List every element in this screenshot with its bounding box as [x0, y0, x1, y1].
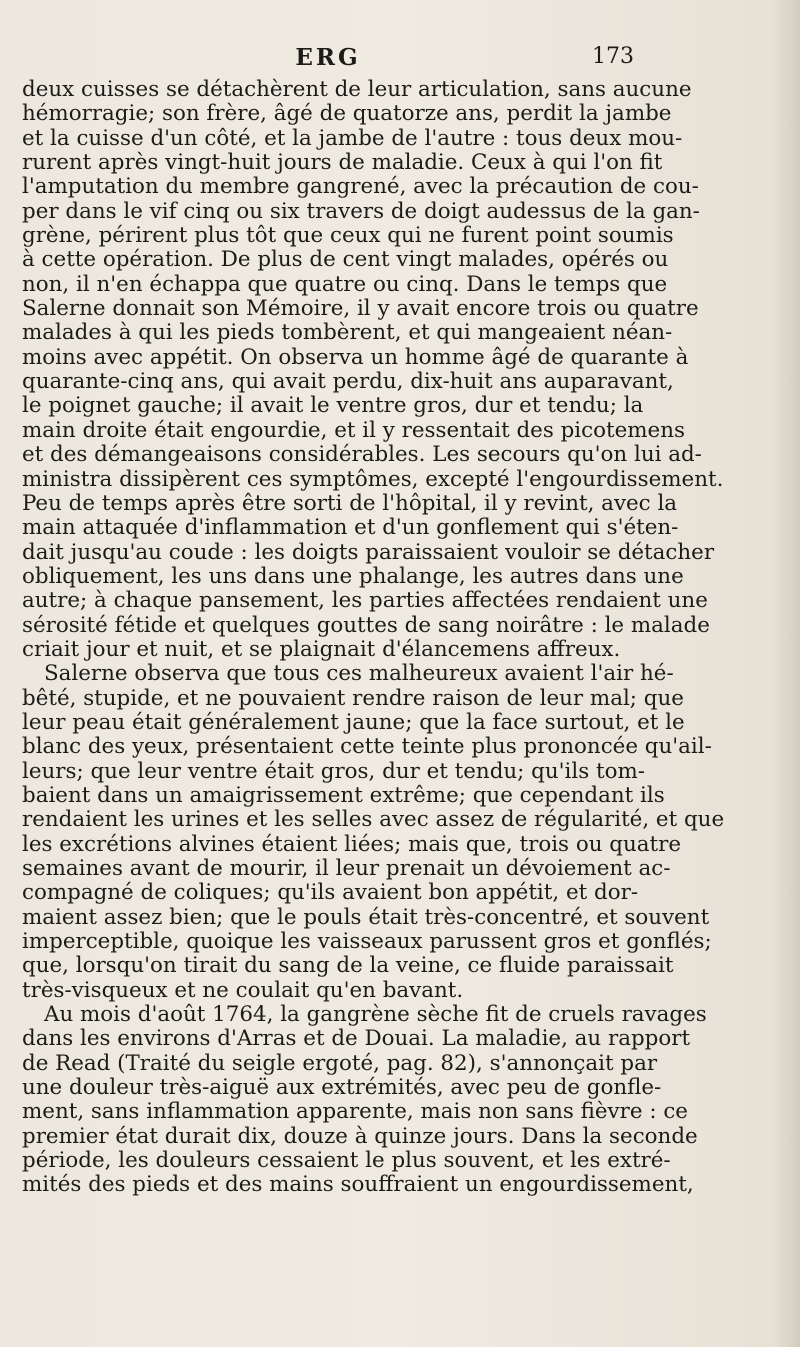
text-line: Peu de temps après être sorti de l'hôpital, il y revint, avec la	[22, 490, 678, 516]
text-line: non, il n'en échappa que quatre ou cinq. Dans le temps que	[22, 271, 668, 297]
text-line: dait jusqu'au coude : les doigts paraissaient vouloir se détacher	[22, 539, 715, 565]
page-header	[22, 44, 634, 76]
body-text	[22, 77, 725, 1198]
text-line: ministra dissipèrent ces symptômes, excepté l'engourdissement.	[22, 466, 724, 492]
text-line: leurs; que leur ventre était gros, dur et tendu; qu'ils tom-	[22, 758, 645, 784]
text-line: à cette opération. De plus de cent vingt malades, opérés ou	[22, 247, 669, 273]
text-line: grène, périrent plus tôt que ceux qui ne furent point soumis	[22, 223, 674, 249]
text-line: main attaquée d'inflammation et d'un gonflement qui s'éten-	[22, 515, 679, 541]
text-line: période, les douleurs cessaient le plus souvent, et les extré-	[22, 1148, 671, 1174]
text-line: l'amputation du membre gangrené, avec la précaution de cou-	[22, 174, 699, 200]
text-line: deux cuisses se détachèrent de leur articulation, sans aucune	[22, 77, 692, 102]
text-line: mités des pieds et des mains souffraient un engourdissement,	[22, 1172, 694, 1198]
text-line: per dans le vif cinq ou six travers de doigt audessus de la gan-	[22, 198, 700, 224]
text-line: quarante-cinq ans, qui avait perdu, dix-huit ans auparavant,	[22, 369, 674, 395]
text-line: et la cuisse d'un côté, et la jambe de l'autre : tous deux mou-	[22, 125, 683, 151]
text-line: que, lorsqu'on tirait du sang de la veine, ce fluide paraissait	[22, 953, 674, 979]
text-line: Au mois d'août 1764, la gangrène sèche fit de cruels ravages	[44, 1002, 707, 1028]
text-line: le poignet gauche; il avait le ventre gros, dur et tendu; la	[22, 393, 644, 419]
text-line: sérosité fétide et quelques gouttes de sang noirâtre : le malade	[22, 612, 710, 638]
text-line: bêté, stupide, et ne pouvaient rendre raison de leur mal; que	[22, 685, 684, 711]
text-line: compagné de coliques; qu'ils avaient bon appétit, et dor-	[22, 880, 639, 906]
page-number: 173	[592, 44, 634, 69]
text-line: malades à qui les pieds tombèrent, et qui mangeaient néan-	[22, 320, 673, 346]
page-edge-shadow	[772, 0, 800, 1347]
text-line: maient assez bien; que le pouls était très-concentré, et souvent	[22, 904, 710, 930]
text-line: autre; à chaque pansement, les parties affectées rendaient une	[22, 588, 708, 614]
text-line: hémorragie; son frère, âgé de quatorze ans, perdit la jambe	[22, 101, 672, 127]
text-line: obliquement, les uns dans une phalange, les autres dans une	[22, 563, 684, 589]
text-line: de Read (Traité du seigle ergoté, pag. 82), s'annonçait par	[22, 1050, 658, 1076]
text-line: blanc des yeux, présentaient cette teinte plus prononcée qu'ail-	[22, 734, 712, 760]
text-line: main droite était engourdie, et il y ressentait des picotemens	[22, 417, 685, 443]
text-line: semaines avant de mourir, il leur prenait un dévoiement ac-	[22, 856, 671, 881]
text-line: baient dans un amaigrissement extrême; que cependant ils	[22, 782, 665, 808]
text-line: dans les environs d'Arras et de Douai. La maladie, au rapport	[22, 1026, 691, 1052]
text-line: premier état durait dix, douze à quinze jours. Dans la seconde	[22, 1123, 698, 1149]
text-line: très-visqueux et ne coulait qu'en bavant.	[22, 977, 464, 1003]
text-line: une douleur très-aiguë aux extrémités, avec peu de gonfle-	[22, 1075, 662, 1101]
text-line: Salerne observa que tous ces malheureux avaient l'air hé-	[44, 661, 674, 687]
text-line: les excrétions alvines étaient liées; mais que, trois ou quatre	[22, 831, 681, 857]
text-line: criait jour et nuit, et se plaignait d'élancemens affreux.	[22, 636, 621, 662]
text-line: imperceptible, quoique les vaisseaux parussent gros et gonflés;	[22, 929, 712, 955]
running-head: ERG	[295, 44, 361, 71]
text-line: rendaient les urines et les selles avec assez de régularité, et que	[22, 807, 725, 833]
text-line: Salerne donnait son Mémoire, il y avait encore trois ou quatre	[22, 296, 699, 322]
text-line: moins avec appétit. On observa un homme âgé de quarante à	[22, 344, 689, 370]
text-line: et des démangeaisons considérables. Les secours qu'on lui ad-	[22, 442, 702, 468]
text-line: ment, sans inflammation apparente, mais non sans fièvre : ce	[22, 1099, 688, 1125]
text-line: leur peau était généralement jaune; que la face surtout, et le	[22, 709, 685, 735]
text-line: rurent après vingt-huit jours de maladie. Ceux à qui l'on fit	[22, 150, 663, 176]
